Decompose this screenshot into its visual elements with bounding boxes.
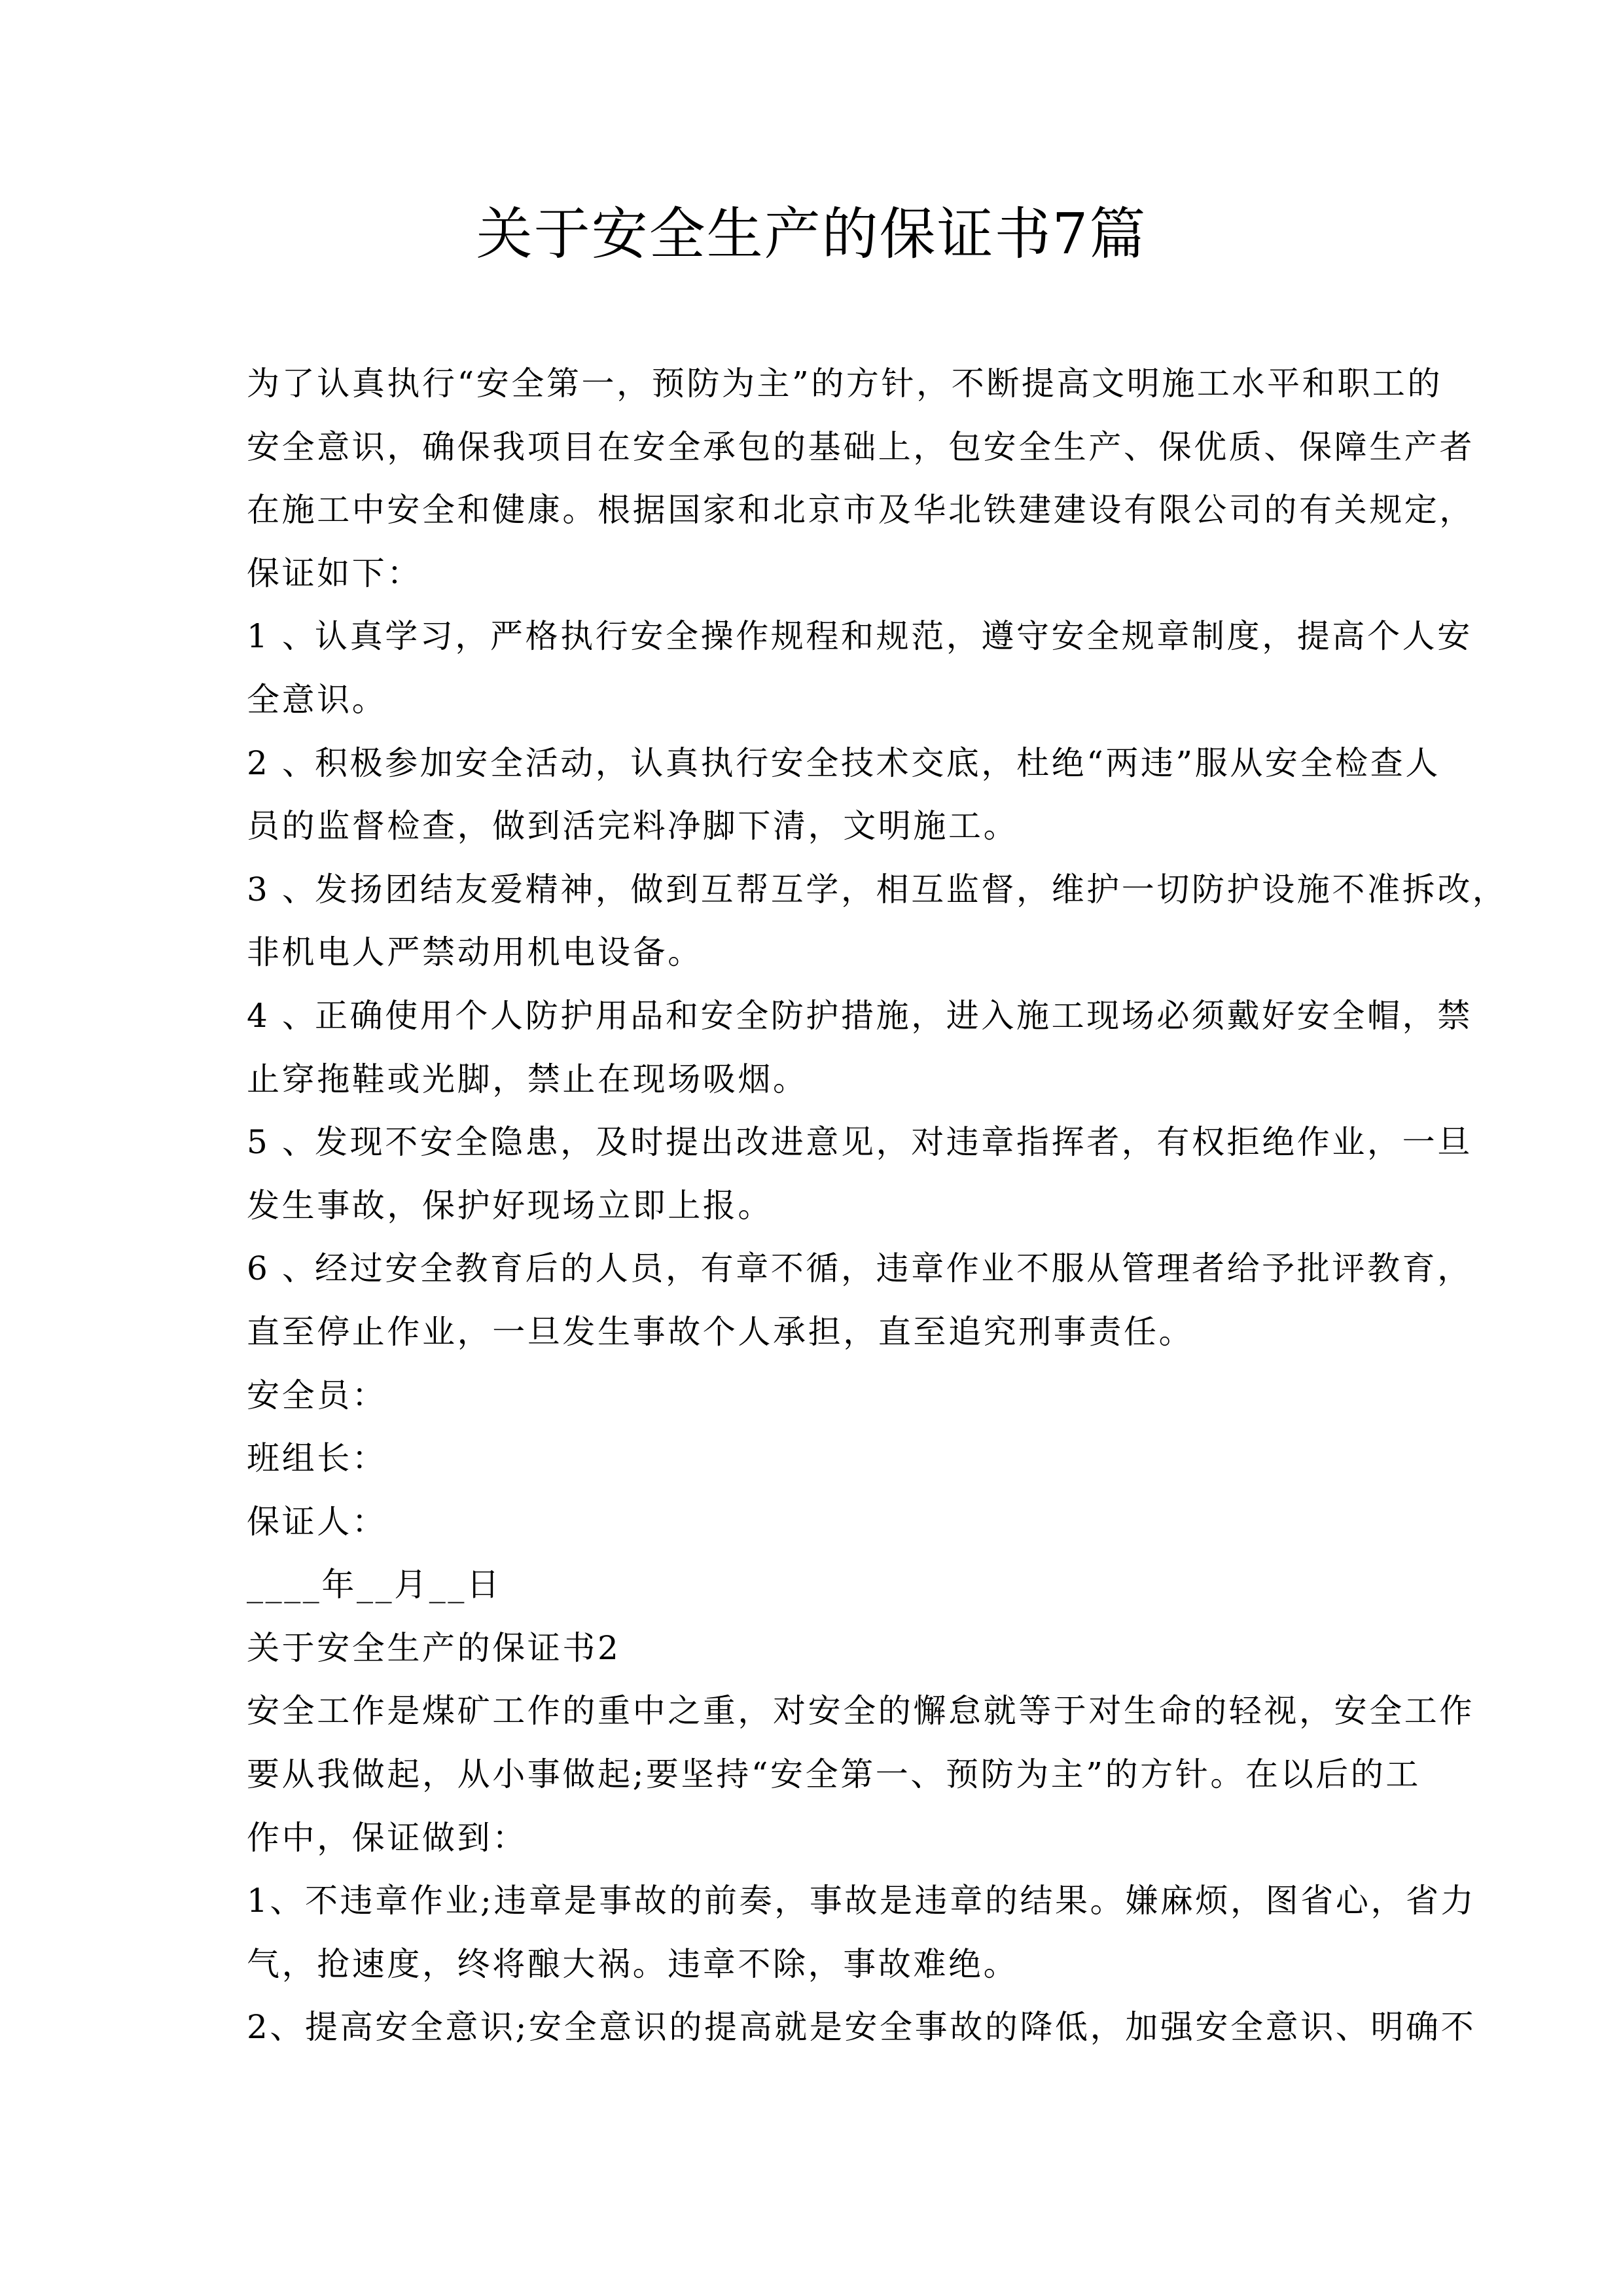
- item-number: 2、: [247, 744, 315, 782]
- item-number: 1、: [247, 617, 315, 656]
- text-line: 要从我做起，从小事做起;要坚持“安全第一、预防为主”的方针。在以后的工: [247, 1755, 1421, 1794]
- item-number: 6、: [247, 1249, 315, 1288]
- guarantor-signature: 保证人：: [247, 1502, 387, 1541]
- document-title: 关于安全生产的保证书7篇: [476, 202, 1147, 267]
- safety-officer-signature: 安全员：: [247, 1376, 387, 1414]
- text-line: 非机电人严禁动用机电设备。: [247, 933, 703, 972]
- item-text: 正确使用个人防护用品和安全防护措施，进入施工现场必须戴好安全帽，禁: [315, 996, 1472, 1035]
- document-body: [247, 352, 1508, 2059]
- list-item-2: [247, 732, 1440, 795]
- list-item-3: [247, 858, 1508, 922]
- list-item-1: [247, 605, 1472, 668]
- team-leader-signature: 班组长：: [247, 1439, 387, 1478]
- item-number: 3、: [247, 870, 315, 908]
- item-text: 积极参加安全活动，认真执行安全技术交底，杜绝“两违”服从安全检查人: [315, 744, 1440, 782]
- text-line: 气，抢速度，终将酿大祸。违章不除，事故难绝。: [247, 1945, 1019, 1983]
- text-line: 为了认真执行“安全第一，预防为主”的方针，不断提高文明施工水平和职工的: [247, 365, 1443, 403]
- item-text: 发现不安全隐患，及时提出改进意见，对违章指挥者，有权拒绝作业，一旦: [315, 1123, 1472, 1162]
- text-line: 保证如下：: [247, 554, 422, 592]
- item-text: 发扬团结友爱精神，做到互帮互学，相互监督，维护一切防护设施不准拆改，: [315, 870, 1508, 908]
- list-item-6: [247, 1237, 1472, 1300]
- text-line: 作中，保证做到：: [247, 1818, 527, 1857]
- item-number: 5、: [247, 1123, 315, 1162]
- text-line: 直至停止作业，一旦发生事故个人承担，直至追究刑事责任。: [247, 1312, 1194, 1351]
- text-line: 安全工作是煤矿工作的重中之重，对安全的懈怠就等于对生命的轻视，安全工作: [247, 1692, 1474, 1731]
- list-item-5: [247, 1111, 1472, 1174]
- text-line: 员的监督检查，做到活完料净脚下清，文明施工。: [247, 807, 1019, 846]
- section-heading: 关于安全生产的保证书2: [247, 1628, 621, 1667]
- date-line: ____年__月__日: [247, 1566, 502, 1604]
- text-line: 安全意识，确保我项目在安全承包的基础上，包安全生产、保优质、保障生产者: [247, 427, 1474, 466]
- text-line: 发生事故，保护好现场立即上报。: [247, 1186, 773, 1225]
- text-line: 1、不违章作业;违章是事故的前奏，事故是违章的结果。嫌麻烦，图省心，省力: [247, 1882, 1476, 1920]
- item-number: 4、: [247, 996, 315, 1035]
- text-line: 全意识。: [247, 680, 387, 719]
- text-line: 止穿拖鞋或光脚，禁止在现场吸烟。: [247, 1060, 808, 1098]
- text-line: 2、提高安全意识;安全意识的提高就是安全事故的降低，加强安全意识、明确不: [247, 2008, 1476, 2047]
- item-text: 经过安全教育后的人员，有章不循，违章作业不服从管理者给予批评教育，: [315, 1249, 1472, 1288]
- text-line: 在施工中安全和健康。根据国家和北京市及华北铁建建设有限公司的有关规定，: [247, 491, 1474, 529]
- list-item-4: [247, 984, 1472, 1048]
- item-text: 认真学习，严格执行安全操作规程和规范，遵守安全规章制度，提高个人安: [315, 617, 1472, 656]
